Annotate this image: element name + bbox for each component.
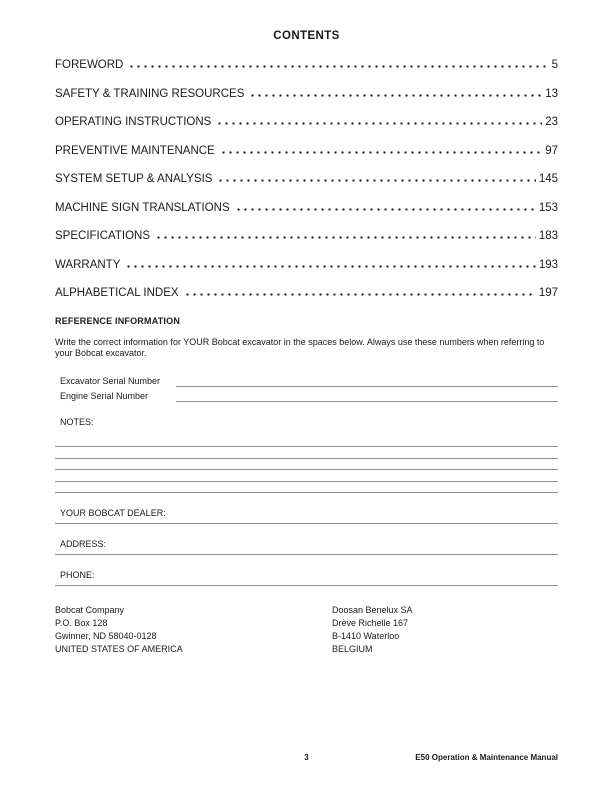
toc-entry	[55, 287, 558, 299]
notes-label: NOTES:	[60, 416, 94, 427]
address-line: UNITED STATES OF AMERICA	[55, 644, 183, 654]
excavator-serial-row	[60, 376, 558, 387]
notes-write-in-line	[55, 459, 558, 471]
footer-manual-title: E50 Operation & Maintenance Manual	[415, 753, 558, 762]
notes-write-in-line	[55, 470, 558, 482]
page-title: CONTENTS	[273, 30, 340, 42]
dot-leader	[220, 151, 542, 154]
notes-write-in-area	[55, 436, 558, 494]
toc-entry-label: OPERATING INSTRUCTIONS	[55, 116, 212, 128]
toc-entry-page: 97	[545, 144, 558, 157]
toc-entry-page: 5	[551, 59, 558, 71]
address-line: Gwinner, ND 58040-0128	[55, 631, 157, 641]
toc-entry	[55, 145, 558, 157]
table-of-contents	[55, 59, 558, 299]
notes-write-in-line	[55, 482, 558, 494]
phone-field	[55, 570, 558, 586]
reference-intro-text: Write the correct information for YOUR Bobcat excavator in the spaces below. Always use these numbers when referring to your Bobcat excavator.	[55, 336, 545, 358]
footer-page-number: 3	[304, 753, 309, 762]
company-addresses	[55, 604, 558, 656]
address-line: P.O. Box 128	[55, 618, 108, 628]
dot-leader	[184, 293, 536, 296]
toc-entry	[55, 230, 558, 242]
toc-entry-page: 13	[545, 87, 558, 100]
address-field	[55, 539, 558, 555]
toc-entry	[55, 88, 558, 100]
engine-serial-write-in-line	[176, 391, 558, 402]
toc-entry	[55, 116, 558, 128]
phone-write-in-line	[55, 585, 558, 586]
dot-leader	[235, 208, 536, 211]
dot-leader	[125, 265, 535, 268]
notes-write-in-line	[55, 447, 558, 459]
toc-entry	[55, 173, 558, 185]
engine-serial-label: Engine Serial Number	[60, 390, 149, 401]
toc-entry	[55, 59, 558, 71]
excavator-serial-label: Excavator Serial Number	[60, 375, 161, 386]
toc-entry-label: SYSTEM SETUP & ANALYSIS	[55, 173, 213, 185]
dot-leader	[217, 179, 535, 182]
address-line: Drève Richelle 167	[332, 618, 409, 628]
toc-entry-label: ALPHABETICAL INDEX	[55, 287, 179, 299]
address-write-in-line	[55, 554, 558, 555]
toc-entry-label: SAFETY & TRAINING RESOURCES	[55, 87, 245, 100]
toc-entry-page: 153	[538, 201, 558, 214]
address-label: ADDRESS:	[60, 539, 107, 549]
notes-write-in-line	[55, 436, 558, 448]
address-line: Bobcat Company	[55, 605, 125, 615]
dot-leader	[155, 236, 536, 239]
page-footer	[55, 753, 558, 765]
address-line: B-1410 Waterloo	[332, 631, 400, 641]
toc-entry-label: WARRANTY	[55, 258, 121, 271]
address-line: Doosan Benelux SA	[332, 605, 413, 615]
serial-number-fields	[55, 376, 558, 402]
dealer-write-in-line	[55, 523, 558, 524]
engine-serial-row	[60, 391, 558, 402]
toc-entry-label: MACHINE SIGN TRANSLATIONS	[55, 201, 230, 214]
dealer-field	[55, 508, 558, 524]
toc-entry	[55, 202, 558, 214]
toc-entry-page: 193	[538, 258, 558, 271]
toc-entry-page: 23	[545, 116, 558, 128]
dot-leader	[216, 122, 542, 125]
reference-information-heading: REFERENCE INFORMATION	[55, 315, 181, 326]
toc-entry-label: SPECIFICATIONS	[55, 230, 150, 242]
doosan-benelux-address	[332, 604, 413, 656]
toc-entry-label: PREVENTIVE MAINTENANCE	[55, 144, 215, 157]
dealer-label: YOUR BOBCAT DEALER:	[60, 508, 166, 518]
toc-entry-label: FOREWORD	[55, 59, 124, 71]
address-line: BELGIUM	[332, 644, 373, 654]
excavator-serial-write-in-line	[176, 376, 558, 387]
dot-leader	[249, 94, 542, 97]
toc-entry-page: 197	[538, 287, 558, 299]
toc-entry-page: 145	[538, 173, 558, 185]
dot-leader	[128, 65, 548, 68]
toc-entry-page: 183	[538, 230, 558, 242]
bobcat-company-address	[55, 604, 332, 656]
phone-label: PHONE:	[60, 570, 95, 580]
toc-entry	[55, 259, 558, 271]
